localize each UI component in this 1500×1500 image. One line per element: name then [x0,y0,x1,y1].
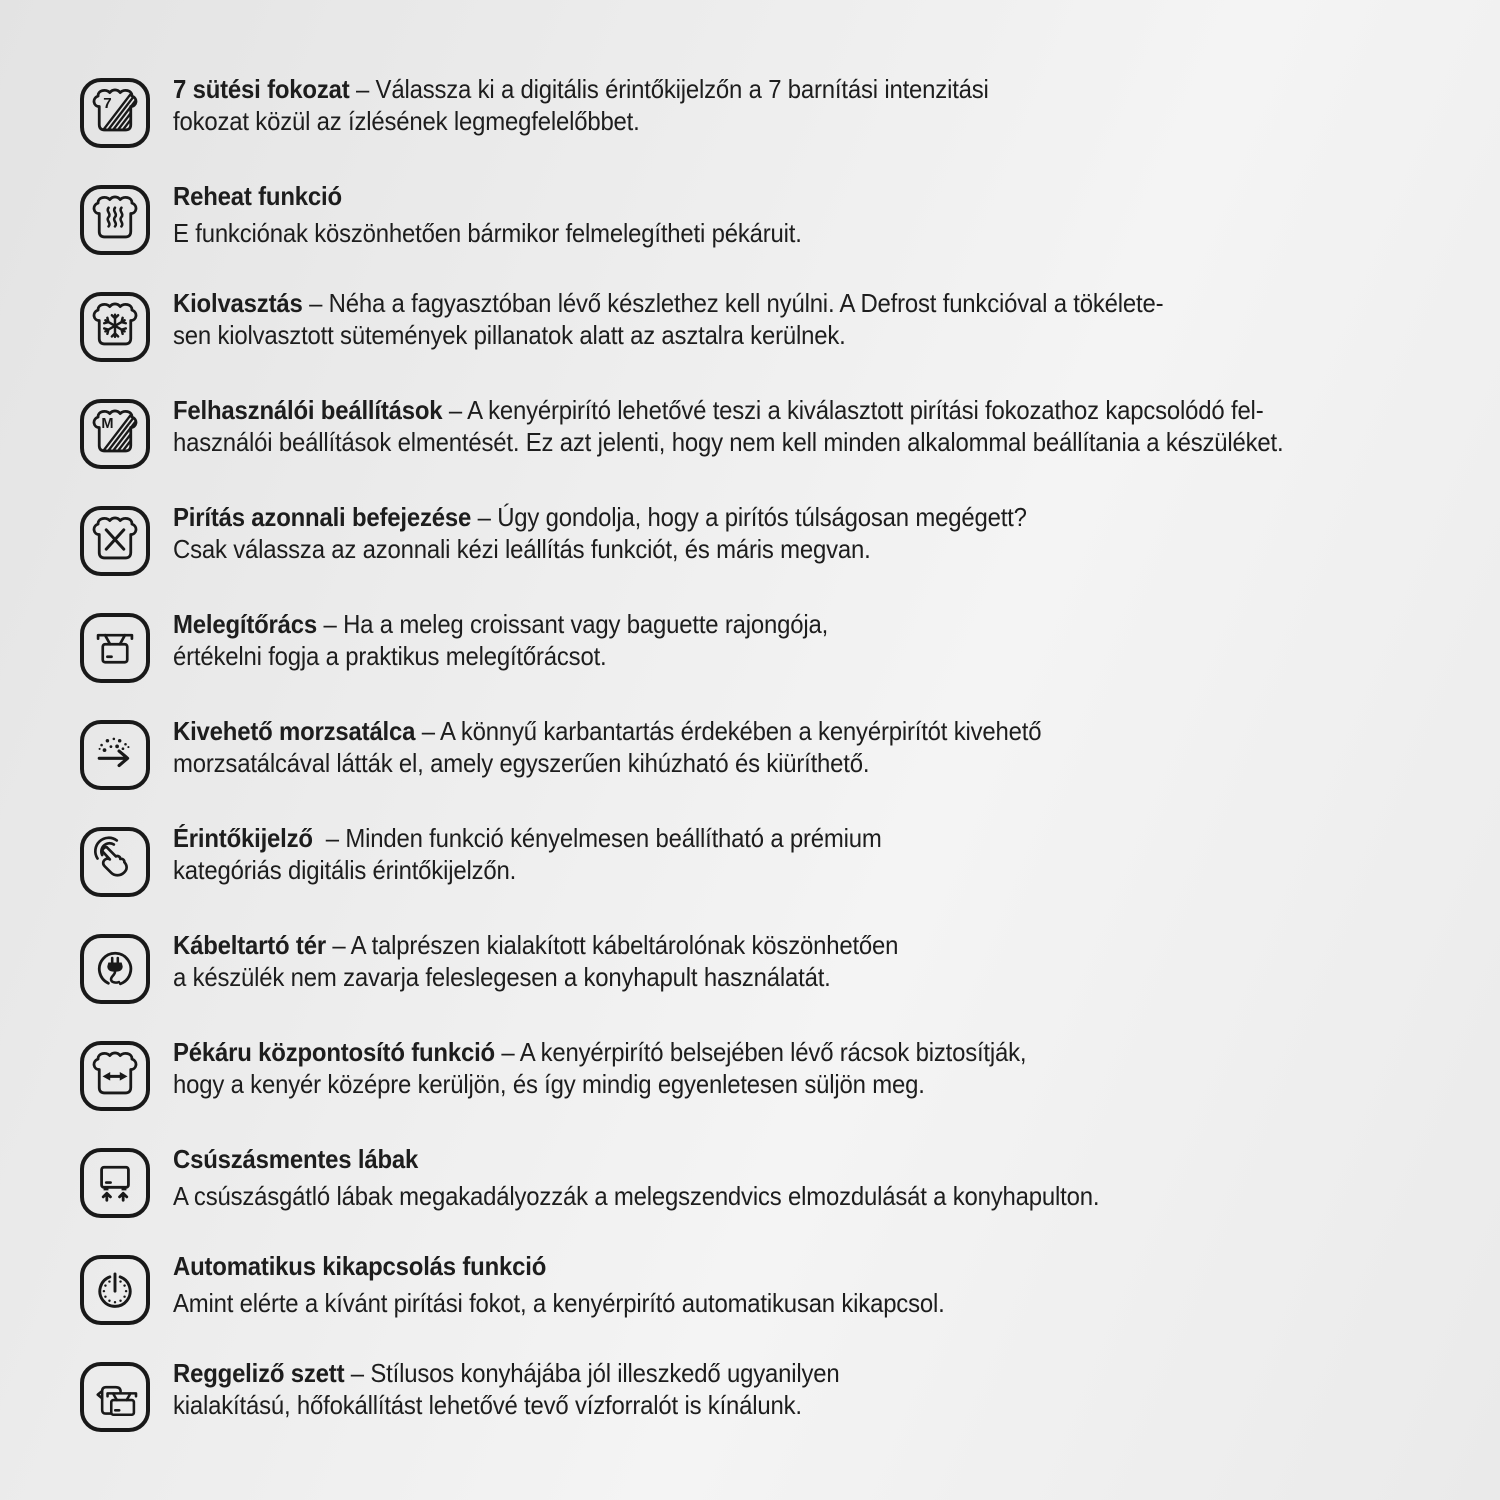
browning-levels-icon [87,85,143,141]
feature-line1 [173,822,882,854]
feature-row [80,1144,1500,1255]
feature-row [80,1358,1500,1469]
feature-line1 [173,73,989,105]
title-separator: – [415,716,440,746]
feature-description-line2: hogy a kenyér középre kerüljön, és így mindig egyenletesen süljön meg. [173,1069,925,1099]
feature-line1 [173,287,1163,319]
feature-row [80,823,1500,934]
feature-text [173,822,943,886]
feature-icon-tile [80,1148,150,1218]
feature-title: Kivehető morzsatálca [173,716,416,746]
feature-description: Ha a meleg croissant vagy baguette rajongója, [343,609,829,639]
stop-toasting-icon [87,513,143,569]
feature-title: Reggeliző szett [173,1358,345,1388]
feature-title: 7 sütési fokozat [173,74,350,104]
feature-icon-tile [80,506,150,576]
title-separator: – [442,395,468,425]
feature-line1 [173,394,1283,426]
feature-text [173,1250,1012,1319]
feature-description: Válassza ki a digitális érintőkijelzőn a 7 barnítási intenzitási [375,74,989,104]
feature-title: Pirítás azonnali befejezése [173,502,472,532]
feature-description-line2: Amint elérte a kívánt pirítási fokot, a kenyérpirító automatikusan kikapcsol. [173,1288,945,1318]
feature-line1 [173,1143,1099,1175]
feature-description-line2: kialakítású, hőfokállítást lehetővé tevő vízforralót is kínálunk. [173,1390,802,1420]
feature-icon-tile [80,827,150,897]
feature-description-line2: A csúszásgátló lábak megakadályozzák a melegszendvics elmozdulását a konyhapulton. [173,1181,1100,1211]
feature-description-line2: Csak válassza az azonnali kézi leállítás funkciót, és máris megvan. [173,534,871,564]
title-separator: – [349,74,376,104]
feature-icon-tile [80,78,150,148]
feature-description: Stílusos konyhájába jól illeszkedő ugyanilyen [370,1358,840,1388]
feature-title: Kábeltartó tér [173,930,326,960]
feature-line1 [173,1250,945,1282]
warming-rack-icon [87,620,143,676]
feature-description-line2: használói beállítások elmentését. Ez azt jelenti, hogy nem kell minden alkalommal beállítania a készüléket. [173,427,1284,457]
feature-description-line2: a készülék nem zavarja feleslegesen a konyhapult használatát. [173,962,831,992]
feature-title: Felhasználói beállítások [173,395,443,425]
title-separator: – [325,930,351,960]
feature-title: Érintőkijelző [173,823,313,853]
feature-description-line2: kategóriás digitális érintőkijelzőn. [173,855,517,885]
feature-line1 [173,929,898,961]
crumb-tray-icon [87,727,143,783]
feature-row [80,74,1500,185]
feature-row [80,288,1500,399]
feature-description: A kenyérpirító lehetővé teszi a kiválasztott pirítási fokozathoz kapcsolódó fel- [467,395,1264,425]
feature-description-line2: E funkciónak köszönhetően bármikor felmelegítheti pékáruit. [173,218,802,248]
feature-icon-tile [80,1041,150,1111]
feature-row [80,1037,1500,1148]
feature-icon-tile [80,934,150,1004]
feature-text [173,715,1117,779]
feature-row [80,502,1500,613]
feature-description: A kenyérpirító belsejében lévő rácsok biztosítják, [519,1037,1027,1067]
feature-description: Úgy gondolja, hogy a pirítós túlságosan megégett? [497,502,1027,532]
feature-title: Reheat funkció [173,181,342,211]
feature-title: Pékáru központosító funkció [173,1037,495,1067]
auto-off-icon [87,1262,143,1318]
feature-line1 [173,1357,839,1389]
feature-icon-tile [80,613,150,683]
feature-row [80,930,1500,1041]
feature-description-line2: értékelni fogja a praktikus melegítőrácsot. [173,641,607,671]
feature-description-line2: sen kiolvasztott sütemények pillanatok alatt az asztalra kerülnek. [173,320,846,350]
feature-line1 [173,180,802,212]
title-separator: – [312,823,346,853]
touch-display-icon [87,834,143,890]
feature-text [173,73,1060,137]
cable-storage-icon [87,941,143,997]
feature-row [80,609,1500,720]
feature-line1 [173,608,828,640]
user-settings-icon [87,406,143,462]
title-separator: – [344,1358,371,1388]
title-separator: – [302,288,329,318]
feature-line1 [173,715,1041,747]
feature-text [173,929,961,993]
feature-title: Automatikus kikapcsolás funkció [173,1251,547,1281]
feature-text [173,394,1380,458]
feature-icon-tile [80,185,150,255]
title-separator: – [317,609,344,639]
defrost-icon [87,299,143,355]
feature-text [173,1143,1180,1212]
feature-description: A könnyű karbantartás érdekében a kenyérpirítót kivehető [439,716,1042,746]
feature-text [173,1036,1101,1100]
feature-description-line2: morzsatálcával látták el, amely egyszerűen kihúzható és kiüríthető. [173,748,870,778]
feature-text [173,608,885,672]
feature-icon-tile [80,399,150,469]
title-separator: – [471,502,498,532]
feature-row [80,181,1500,292]
title-separator: – [494,1037,520,1067]
bread-centering-icon [87,1048,143,1104]
feature-text [173,287,1250,351]
feature-row [80,395,1500,506]
feature-icon-tile [80,1362,150,1432]
feature-title: Kiolvasztás [173,288,303,318]
feature-title: Melegítőrács [173,609,318,639]
feature-icon-tile [80,292,150,362]
feature-description: A talprészen kialakított kábeltárolónak köszönhetően [350,930,899,960]
feature-description: Néha a fagyasztóban lévő készlethez kell nyúlni. A Defrost funkcióval a tökélete- [328,288,1164,318]
feature-line1 [173,1036,1026,1068]
feature-row [80,716,1500,827]
feature-line1 [173,501,1027,533]
feature-title: Csúszásmentes lábak [173,1144,419,1174]
reheat-icon [87,192,143,248]
feature-row [80,1251,1500,1362]
feature-description: Minden funkció kényelmesen beállítható a prémium [345,823,882,853]
feature-text [173,180,856,249]
breakfast-set-icon [87,1369,143,1425]
feature-description-line2: fokozat közül az ízlésének legmegfelelőbbet. [173,106,640,136]
feature-text [173,1357,897,1421]
feature-text [173,501,1101,565]
feature-icon-tile [80,720,150,790]
feature-icon-tile [80,1255,150,1325]
non-slip-feet-icon [87,1155,143,1211]
